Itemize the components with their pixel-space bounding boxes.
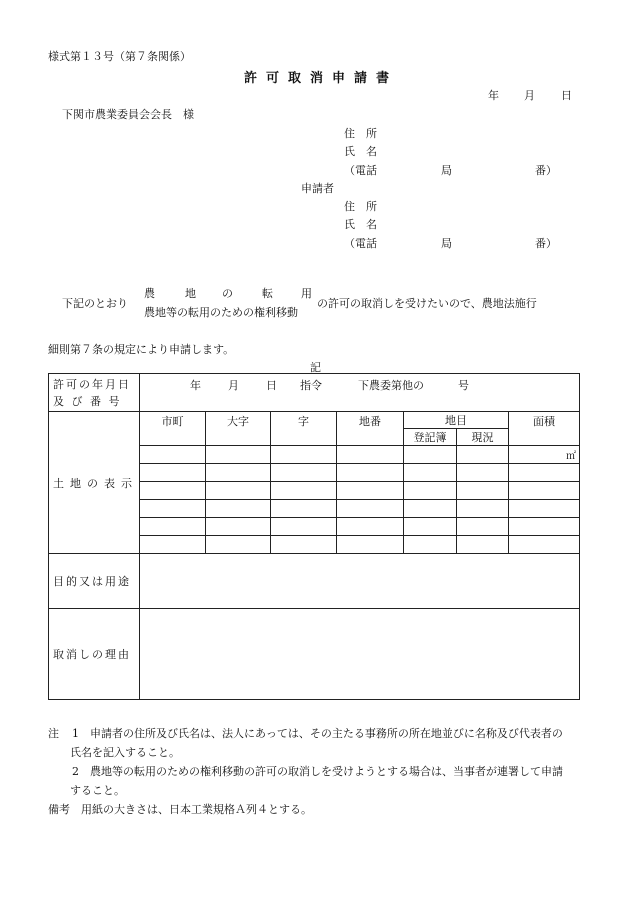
land-cell[interactable] <box>140 518 206 536</box>
option1-char-1: 農 <box>144 287 155 300</box>
option1-char-4: 転 <box>262 287 273 300</box>
land-cell[interactable] <box>457 500 509 518</box>
land-cell[interactable] <box>404 482 457 500</box>
name-label-1: 氏 名 <box>344 145 377 158</box>
land-cell[interactable] <box>140 482 206 500</box>
name-label-2: 氏 名 <box>344 218 377 231</box>
purpose-label: 目的又は用途 <box>49 554 140 609</box>
land-cell[interactable] <box>140 446 206 464</box>
phone-number-2: 番） <box>535 237 557 250</box>
land-cell[interactable] <box>337 446 404 464</box>
col-aza-header: 字 <box>271 412 337 446</box>
land-cell[interactable] <box>337 482 404 500</box>
land-cell[interactable] <box>337 518 404 536</box>
col-registry-header: 登記簿 <box>404 429 457 446</box>
col-area-header: 面積 <box>509 412 580 446</box>
application-table <box>48 373 580 700</box>
land-cell[interactable] <box>206 500 271 518</box>
permit-value-cell[interactable] <box>140 374 580 412</box>
note-2-number: 2 <box>72 765 79 778</box>
phone-open-2: （電話 <box>344 237 377 250</box>
land-cell[interactable] <box>404 446 457 464</box>
land-cell[interactable] <box>457 482 509 500</box>
land-cell[interactable] <box>404 500 457 518</box>
option1-char-3: の <box>222 287 233 300</box>
note-2-line1: 農地等の転用のための権利移動の許可の取消しを受けようとする場合は、当事者が連署して申請 <box>90 765 563 778</box>
land-cell[interactable] <box>457 446 509 464</box>
option2-text: 農地等の転用のための権利移動 <box>144 306 298 319</box>
lead-text: 下記のとおり <box>62 297 128 310</box>
note-label: 注 <box>48 727 59 740</box>
col-lot-header: 地番 <box>337 412 404 446</box>
col-city-header: 市町 <box>140 412 206 446</box>
permit-label-cell <box>49 374 140 412</box>
date-year: 年 <box>488 89 499 102</box>
land-cell[interactable] <box>140 464 206 482</box>
col-oaza-header: 大字 <box>206 412 271 446</box>
note-1-line2: 氏名を記入すること。 <box>70 746 180 759</box>
land-cell[interactable] <box>271 536 337 554</box>
permit-label-line2: 及 び 番 号 <box>53 394 122 408</box>
land-label-cell: 土地の表示 <box>49 412 140 554</box>
statement-line2: 細則第７条の規定により申請します。 <box>48 343 235 356</box>
col-chimoku-header: 地目 <box>404 412 509 429</box>
permit-number-suffix: 号 <box>458 379 469 392</box>
permit-dept: 下農委第他の <box>358 379 424 392</box>
land-cell[interactable] <box>140 500 206 518</box>
land-cell[interactable] <box>404 464 457 482</box>
addressee: 下関市農業委員会会長 様 <box>62 108 194 121</box>
note-2-line2: すること。 <box>70 784 125 797</box>
date-day: 日 <box>561 89 572 102</box>
statement-tail: の許可の取消しを受けたいので、農地法施行 <box>317 297 537 310</box>
address-label-2: 住 所 <box>344 200 377 213</box>
land-cell[interactable] <box>337 464 404 482</box>
note-1-number: 1 <box>72 727 79 740</box>
land-cell[interactable] <box>509 500 580 518</box>
form-number: 様式第１３号（第７条関係） <box>48 50 191 63</box>
land-cell[interactable] <box>509 518 580 536</box>
land-cell[interactable] <box>457 536 509 554</box>
land-cell[interactable] <box>404 518 457 536</box>
land-cell[interactable] <box>271 482 337 500</box>
land-cell[interactable] <box>457 518 509 536</box>
reason-value[interactable] <box>140 609 580 700</box>
land-cell[interactable] <box>206 482 271 500</box>
land-cell[interactable] <box>337 500 404 518</box>
land-cell[interactable] <box>206 446 271 464</box>
remark: 備考 用紙の大きさは、日本工業規格Ａ列４とする。 <box>48 803 312 816</box>
land-cell[interactable] <box>509 464 580 482</box>
land-cell[interactable] <box>206 536 271 554</box>
land-cell[interactable] <box>404 536 457 554</box>
land-cell[interactable] <box>271 500 337 518</box>
land-cell[interactable] <box>509 482 580 500</box>
permit-day: 日 <box>266 379 277 392</box>
land-cell[interactable] <box>140 536 206 554</box>
permit-order: 指令 <box>300 379 322 392</box>
land-cell[interactable] <box>271 464 337 482</box>
purpose-value[interactable] <box>140 554 580 609</box>
phone-station-2: 局 <box>441 237 452 250</box>
permit-year: 年 <box>190 379 201 392</box>
land-cell[interactable] <box>206 464 271 482</box>
date-month: 月 <box>524 89 535 102</box>
address-label-1: 住 所 <box>344 127 377 140</box>
phone-number-1: 番） <box>535 164 557 177</box>
permit-label-line1: 許可の年月日 <box>53 377 131 391</box>
page-title: 許可取消申請書 <box>244 71 399 86</box>
phone-open-1: （電話 <box>344 164 377 177</box>
col-current-header: 現況 <box>457 429 509 446</box>
land-cell[interactable] <box>509 536 580 554</box>
land-cell[interactable] <box>337 536 404 554</box>
option1-char-5: 用 <box>301 287 312 300</box>
option1-char-2: 地 <box>185 287 196 300</box>
land-cell[interactable] <box>271 446 337 464</box>
phone-station-1: 局 <box>441 164 452 177</box>
land-cell[interactable] <box>206 518 271 536</box>
permit-month: 月 <box>228 379 239 392</box>
applicant-label: 申請者 <box>301 182 334 195</box>
land-cell[interactable] <box>457 464 509 482</box>
note-1-line1: 申請者の住所及び氏名は、法人にあっては、その主たる事務所の所在地並びに名称及び代表者の <box>90 727 563 740</box>
area-unit[interactable]: ㎡ <box>509 446 580 464</box>
ki-mark: 記 <box>310 361 321 374</box>
land-cell[interactable] <box>271 518 337 536</box>
reason-label: 取消しの理由 <box>49 609 140 700</box>
